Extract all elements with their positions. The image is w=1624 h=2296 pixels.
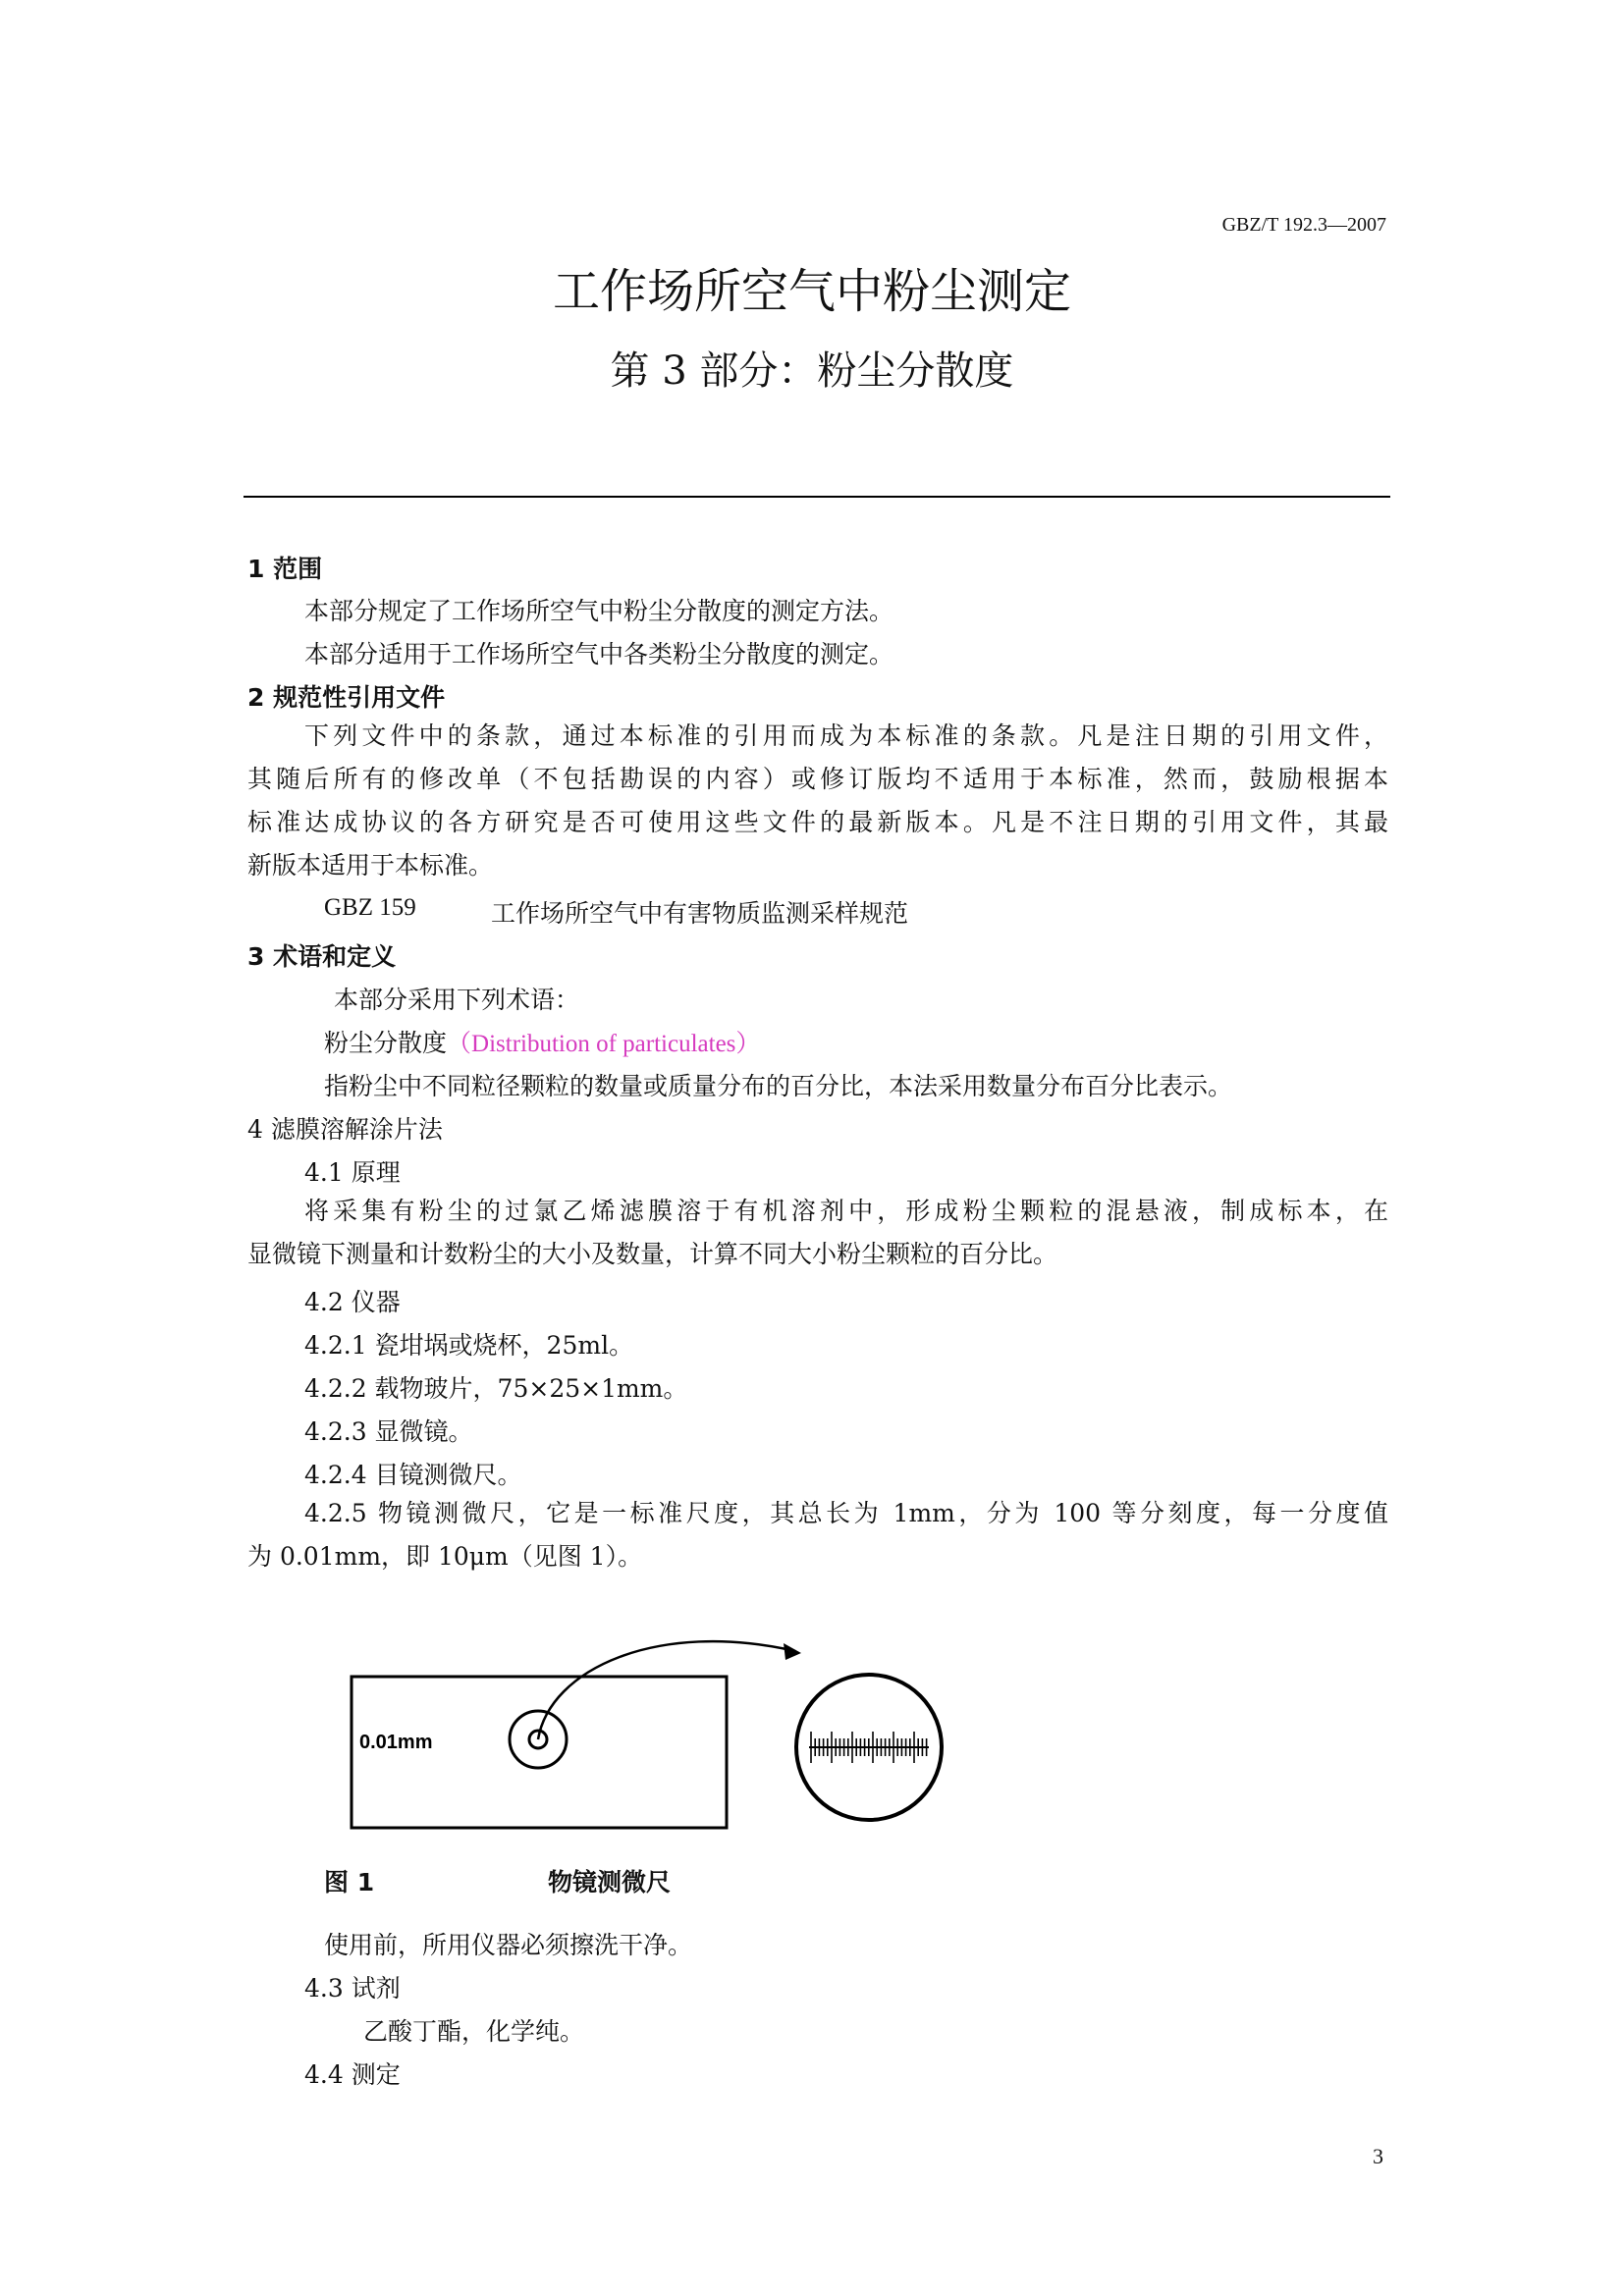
section-1-heading: 1 范围 [247, 555, 323, 583]
section-3-intro: 本部分采用下列术语： [334, 986, 580, 1014]
reagent-text: 乙酸丁酯，化学纯。 [363, 2017, 585, 2046]
subsection-4-2: 4.2 仪器 [304, 1288, 401, 1316]
term-definition: 指粉尘中不同粒径颗粒的数量或质量分布的百分比，本法采用数量分布百分比表示。 [324, 1072, 1233, 1100]
section-2-para-line-4: 新版本适用于本标准。 [247, 851, 494, 880]
item-4-2-5-line-2: 为 0.01mm，即 10μm（见图 1）。 [247, 1542, 643, 1571]
document-title: 工作场所空气中粉尘测定 [552, 264, 1071, 319]
slide-label: 0.01mm [359, 1732, 433, 1753]
magnify-arrow [538, 1641, 795, 1739]
term-entry [324, 1024, 760, 1059]
page-number: 3 [1373, 2144, 1383, 2168]
reference-title: 工作场所空气中有害物质监测采样规范 [491, 899, 909, 928]
subsection-4-3: 4.3 试剂 [304, 1974, 401, 2002]
section-2-para-line-2: 其随后所有的修改单（不包括勘误的内容）或修订版均不适用于本标准，然而，鼓励根据本 [247, 765, 1388, 793]
figure-1-number: 图 1 [324, 1868, 375, 1896]
section-2-para-line-3: 标准达成协议的各方研究是否可使用这些文件的最新版本。凡是不注日期的引用文件，其最 [247, 808, 1388, 836]
section-1-para-1: 本部分规定了工作场所空气中粉尘分散度的测定方法。 [304, 597, 894, 625]
section-2-para-line-1: 下列文件中的条款，通过本标准的引用而成为本标准的条款。凡是注日期的引用文件， [304, 721, 1388, 750]
item-4-2-3: 4.2.3 显微镜。 [304, 1417, 473, 1446]
term-english: （Distribution of particulates） [447, 1031, 761, 1057]
principle-line-2: 显微镜下测量和计数粉尘的大小及数量，计算不同大小粉尘颗粒的百分比。 [247, 1240, 1058, 1268]
item-4-2-5-line-1: 4.2.5 物镜测微尺，它是一标准尺度，其总长为 1mm，分为 100 等分刻度，每一分度值 [304, 1499, 1388, 1527]
arrow-head [784, 1643, 801, 1660]
cleaning-note: 使用前，所用仪器必须擦洗干净。 [324, 1931, 693, 1959]
item-4-2-2: 4.2.2 载物玻片，75×25×1mm。 [304, 1374, 688, 1403]
item-4-2-4: 4.2.4 目镜测微尺。 [304, 1461, 522, 1489]
subsection-4-1: 4.1 原理 [304, 1158, 401, 1187]
section-2-heading: 2 规范性引用文件 [247, 683, 446, 712]
term-chinese: 粉尘分散度 [324, 1029, 448, 1057]
principle-line-1: 将采集有粉尘的过氯乙烯滤膜溶于有机溶剂中，形成粉尘颗粒的混悬液，制成标本，在 [304, 1197, 1388, 1225]
standard-code: GBZ/T 192.3—2007 [1221, 214, 1386, 236]
section-3-heading: 3 术语和定义 [247, 942, 397, 971]
reference-code: GBZ 159 [324, 894, 416, 921]
subsection-4-4: 4.4 测定 [304, 2060, 401, 2089]
figure-1-stage-micrometer [334, 1629, 962, 1841]
item-4-2-1: 4.2.1 瓷坩埚或烧杯，25ml。 [304, 1331, 634, 1360]
title-divider [244, 496, 1390, 498]
document-subtitle: 第 3 部分：粉尘分散度 [610, 348, 1014, 394]
section-1-para-2: 本部分适用于工作场所空气中各类粉尘分散度的测定。 [304, 640, 894, 668]
figure-1-title: 物镜测微尺 [548, 1868, 672, 1896]
section-4-heading: 4 滤膜溶解涂片法 [247, 1115, 443, 1144]
